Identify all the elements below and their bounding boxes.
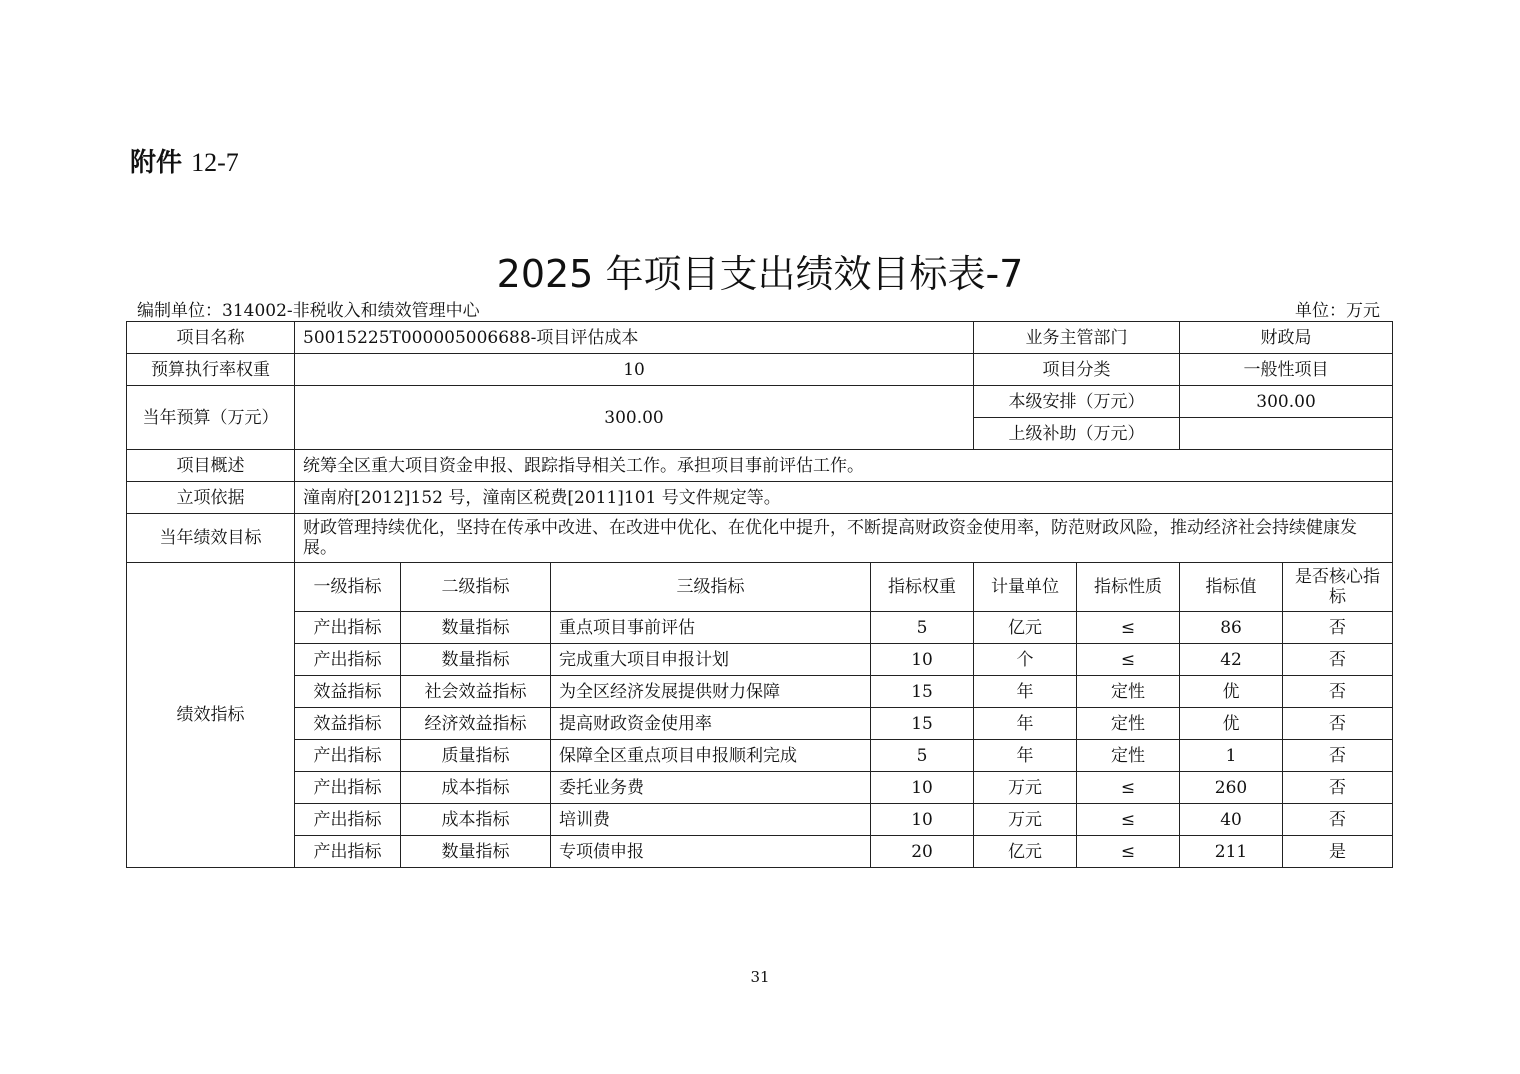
cell-weight: 5 <box>871 740 974 772</box>
cell-level3: 委托业务费 <box>551 772 871 804</box>
table-row <box>127 740 1393 772</box>
level-label: 本级安排（万元） <box>974 386 1180 418</box>
cell-weight: 15 <box>871 676 974 708</box>
cell-nature: ≤ <box>1077 804 1180 836</box>
page-title: 2025 年项目支出绩效目标表-7 <box>496 252 1024 296</box>
cell-level3: 提高财政资金使用率 <box>551 708 871 740</box>
cell-value: 优 <box>1180 708 1283 740</box>
budget-value: 300.00 <box>295 386 974 450</box>
cell-value: 40 <box>1180 804 1283 836</box>
cell-level2: 数量指标 <box>401 836 551 868</box>
cell-value: 86 <box>1180 612 1283 644</box>
cell-core: 否 <box>1283 644 1393 676</box>
header-level3: 三级指标 <box>551 563 871 612</box>
overview-label: 项目概述 <box>127 450 295 482</box>
dept-value: 财政局 <box>1180 322 1393 354</box>
cell-nature: 定性 <box>1077 740 1180 772</box>
project-name-value: 50015225T000005006688-项目评估成本 <box>295 322 974 354</box>
cell-level2: 成本指标 <box>401 804 551 836</box>
attachment-number: 12-7 <box>191 148 239 177</box>
row-overview <box>127 450 1393 482</box>
table-row <box>127 612 1393 644</box>
cell-level1: 产出指标 <box>295 740 401 772</box>
compiling-unit: 编制单位：314002-非税收入和绩效管理中心 <box>137 301 480 321</box>
dept-label: 业务主管部门 <box>974 322 1180 354</box>
indicators-label: 绩效指标 <box>127 563 295 868</box>
cell-unit: 万元 <box>974 772 1077 804</box>
cell-unit: 万元 <box>974 804 1077 836</box>
cell-core: 是 <box>1283 836 1393 868</box>
cell-level2: 数量指标 <box>401 612 551 644</box>
cell-level1: 产出指标 <box>295 772 401 804</box>
upper-value <box>1180 418 1393 450</box>
row-goal <box>127 514 1393 563</box>
cell-level1: 效益指标 <box>295 676 401 708</box>
category-label: 项目分类 <box>974 354 1180 386</box>
cell-weight: 20 <box>871 836 974 868</box>
header-level1: 一级指标 <box>295 563 401 612</box>
attachment-label <box>130 142 239 179</box>
cell-nature: ≤ <box>1077 836 1180 868</box>
upper-label: 上级补助（万元） <box>974 418 1180 450</box>
cell-weight: 10 <box>871 644 974 676</box>
cell-value: 42 <box>1180 644 1283 676</box>
overview-value: 统筹全区重大项目资金申报、跟踪指导相关工作。承担项目事前评估工作。 <box>295 450 1393 482</box>
goal-label: 当年绩效目标 <box>127 514 295 563</box>
cell-unit: 个 <box>974 644 1077 676</box>
cell-nature: ≤ <box>1077 772 1180 804</box>
table-row <box>127 676 1393 708</box>
table-row <box>127 708 1393 740</box>
basis-value: 潼南府[2012]152 号，潼南区税费[2011]101 号文件规定等。 <box>295 482 1393 514</box>
header-level2: 二级指标 <box>401 563 551 612</box>
cell-weight: 10 <box>871 772 974 804</box>
cell-level1: 产出指标 <box>295 612 401 644</box>
cell-unit: 亿元 <box>974 612 1077 644</box>
cell-level3: 完成重大项目申报计划 <box>551 644 871 676</box>
cell-nature: ≤ <box>1077 644 1180 676</box>
cell-value: 优 <box>1180 676 1283 708</box>
cell-level2: 经济效益指标 <box>401 708 551 740</box>
header-nature: 指标性质 <box>1077 563 1180 612</box>
cell-nature: ≤ <box>1077 612 1180 644</box>
currency-unit: 单位：万元 <box>1295 301 1380 321</box>
table-row <box>127 804 1393 836</box>
cell-level2: 数量指标 <box>401 644 551 676</box>
cell-level3: 专项债申报 <box>551 836 871 868</box>
level-value: 300.00 <box>1180 386 1393 418</box>
cell-value: 260 <box>1180 772 1283 804</box>
indicator-header-row <box>127 563 1393 612</box>
cell-unit: 亿元 <box>974 836 1077 868</box>
goal-value: 财政管理持续优化，坚持在传承中改进、在改进中优化、在优化中提升，不断提高财政资金使用率，防范财政风险，推动经济社会持续健康发展。 <box>295 514 1393 563</box>
cell-level1: 产出指标 <box>295 836 401 868</box>
cell-core: 否 <box>1283 804 1393 836</box>
cell-unit: 年 <box>974 740 1077 772</box>
cell-weight: 10 <box>871 804 974 836</box>
row-budget <box>127 386 1393 418</box>
table-row <box>127 836 1393 868</box>
cell-core: 否 <box>1283 708 1393 740</box>
page-number: 31 <box>750 968 770 986</box>
row-project-name <box>127 322 1393 354</box>
weight-label: 预算执行率权重 <box>127 354 295 386</box>
performance-target-table <box>126 321 1393 868</box>
cell-level2: 社会效益指标 <box>401 676 551 708</box>
cell-value: 211 <box>1180 836 1283 868</box>
cell-core: 否 <box>1283 740 1393 772</box>
cell-core: 否 <box>1283 772 1393 804</box>
header-value: 指标值 <box>1180 563 1283 612</box>
cell-level1: 效益指标 <box>295 708 401 740</box>
attachment-prefix: 附件 <box>130 148 183 178</box>
project-name-label: 项目名称 <box>127 322 295 354</box>
table-row <box>127 644 1393 676</box>
cell-nature: 定性 <box>1077 676 1180 708</box>
budget-label: 当年预算（万元） <box>127 386 295 450</box>
cell-level1: 产出指标 <box>295 644 401 676</box>
cell-level1: 产出指标 <box>295 804 401 836</box>
weight-value: 10 <box>295 354 974 386</box>
cell-core: 否 <box>1283 612 1393 644</box>
header-core: 是否核心指标 <box>1283 563 1393 612</box>
cell-level3: 重点项目事前评估 <box>551 612 871 644</box>
cell-level3: 培训费 <box>551 804 871 836</box>
table-row <box>127 772 1393 804</box>
header-weight: 指标权重 <box>871 563 974 612</box>
cell-level2: 质量指标 <box>401 740 551 772</box>
basis-label: 立项依据 <box>127 482 295 514</box>
cell-unit: 年 <box>974 708 1077 740</box>
cell-core: 否 <box>1283 676 1393 708</box>
cell-value: 1 <box>1180 740 1283 772</box>
cell-level3: 为全区经济发展提供财力保障 <box>551 676 871 708</box>
row-basis <box>127 482 1393 514</box>
cell-weight: 15 <box>871 708 974 740</box>
category-value: 一般性项目 <box>1180 354 1393 386</box>
cell-level3: 保障全区重点项目申报顺利完成 <box>551 740 871 772</box>
cell-unit: 年 <box>974 676 1077 708</box>
cell-weight: 5 <box>871 612 974 644</box>
row-weight <box>127 354 1393 386</box>
cell-level2: 成本指标 <box>401 772 551 804</box>
header-unit: 计量单位 <box>974 563 1077 612</box>
cell-nature: 定性 <box>1077 708 1180 740</box>
